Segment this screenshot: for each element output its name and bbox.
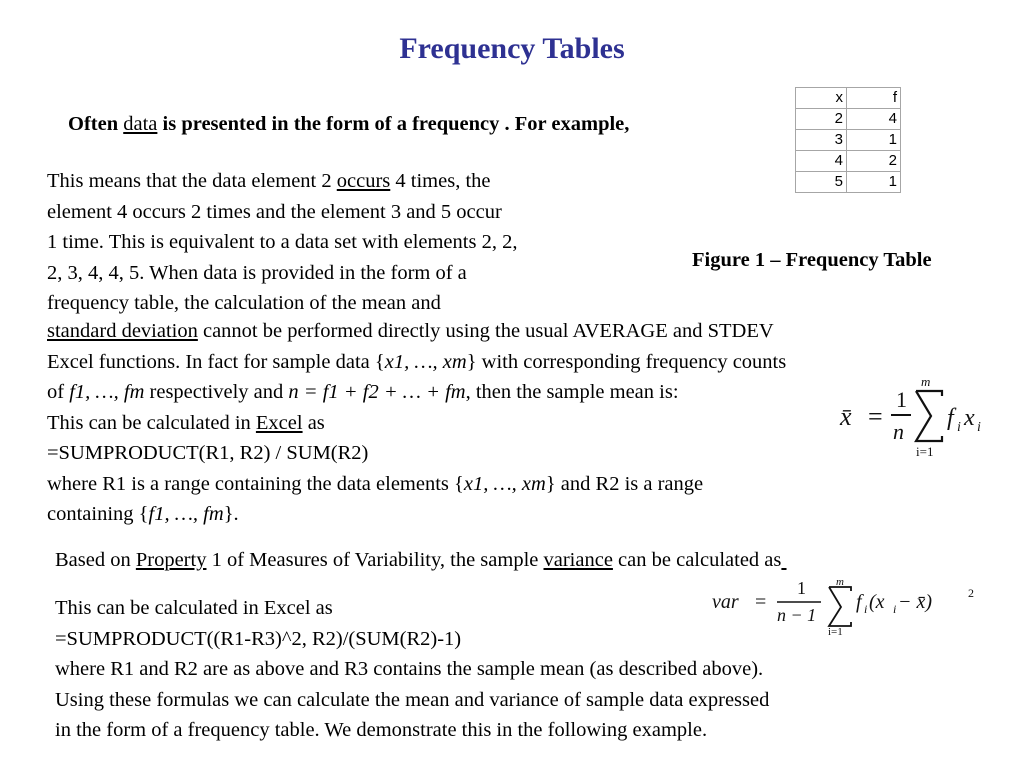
text-line: containing {f1, …, fm}. [47,503,239,525]
text-line: where R1 is a range containing the data elements {x1, …, xm} and R2 is a range [47,472,704,495]
term-x-index: i [977,420,981,435]
summation-icon [829,587,851,626]
text-line: Excel functions. In fact for sample data {x1, …, xm} with corresponding frequency counts [47,350,787,373]
intro-suffix: is presented in the form of a frequency . For example, [157,113,630,135]
text-line: 2, 3, 4, 4, 5. When data is provided in the form of a [47,261,467,284]
fraction-numerator: 1 [896,387,907,412]
text-line: frequency table, the calculation of the mean and [47,292,441,314]
trailing-link[interactable] [781,549,786,571]
sum-upper-limit: m [921,374,931,389]
sum-lower-limit: i=1 [828,626,843,635]
table-cell-f: 1 [847,172,901,193]
table-header-x: x [796,88,847,109]
variance-link[interactable]: variance [543,549,613,571]
property-link[interactable]: Property [135,549,207,571]
fraction-denominator: n [893,419,904,444]
text-line: This means that the data element 2 occurs 4 times, the [47,170,491,192]
text-line: Based on Property 1 of Measures of Variability, the sample variance can be calculated as [55,545,787,576]
standard-deviation-link[interactable]: standard deviation [47,320,198,342]
table-row [796,172,901,193]
text-line: 1 time. This is equivalent to a data set with elements 2, 2, [47,231,518,253]
term-square: 2 [968,586,974,600]
table-cell-x: 3 [796,130,847,151]
text-line: This can be calculated in Excel as [47,411,325,434]
text-line: =SUMPRODUCT((R1-R3)^2, R2)/(SUM(R2)-1) [55,627,462,650]
sum-upper-limit: m [836,576,844,588]
table-header-row [796,88,901,109]
text-line: where R1 and R2 are as above and R3 contains the sample mean (as described above). [55,658,764,680]
table-header-f: f [847,88,901,109]
term-f: f [947,405,954,431]
table-row [796,151,901,172]
text-line: standard deviation cannot be performed directly using the usual AVERAGE and STDEV [47,320,774,342]
table-cell-f: 2 [847,151,901,172]
sum-lower-limit: i=1 [916,444,934,459]
page-title: Frequency Tables [399,32,625,65]
term-open: (x [869,591,885,613]
fraction-numerator: 1 [797,578,806,598]
equals-sign: = [755,591,767,613]
intro-prefix: Often [68,113,124,135]
table-row [796,130,901,151]
excel-link[interactable]: Excel [255,411,303,434]
paragraph-explanation [47,166,517,319]
text-line: element 4 occurs 2 times and the element 3 and 5 occur [47,200,502,223]
var-symbol: var [712,591,739,613]
paragraph-variance-excel [55,593,769,746]
mean-formula [838,372,998,462]
text-line: =SUMPRODUCT(R1, R2) / SUM(R2) [47,442,369,464]
term-x-index: i [893,602,897,616]
text-line: of f1, …, fm respectively and n = f1 + f2 + … + fm, then the sample mean is: [47,381,679,403]
term-f-index: i [957,420,961,435]
table-cell-x: 5 [796,172,847,193]
mean-symbol: x̄ [840,402,852,431]
paragraph-mean [47,316,786,530]
text-line: Using these formulas we can calculate the mean and variance of sample data expressed [55,688,770,711]
table-cell-f: 1 [847,130,901,151]
table-cell-x: 4 [796,151,847,172]
intro-sentence [68,113,629,136]
figure-caption: Figure 1 – Frequency Table [692,249,932,271]
data-link[interactable]: data [123,113,158,135]
equals-sign: = [868,402,883,431]
text-line: This can be calculated in Excel as [55,597,333,619]
paragraph-variance [55,545,787,576]
occurs-link[interactable]: occurs [336,170,391,192]
summation-icon [916,391,942,441]
term-f: f [856,591,862,613]
table-cell-f: 4 [847,109,901,130]
text-line: in the form of a frequency table. We demonstrate this in the following example. [55,719,708,741]
term-minus-mean: − x̄) [898,591,933,613]
fraction-denominator: n − 1 [777,605,817,625]
term-x: x [964,405,975,431]
table-row [796,109,901,130]
term-f-index: i [864,602,868,616]
table-cell-x: 2 [796,109,847,130]
frequency-table [795,87,901,193]
